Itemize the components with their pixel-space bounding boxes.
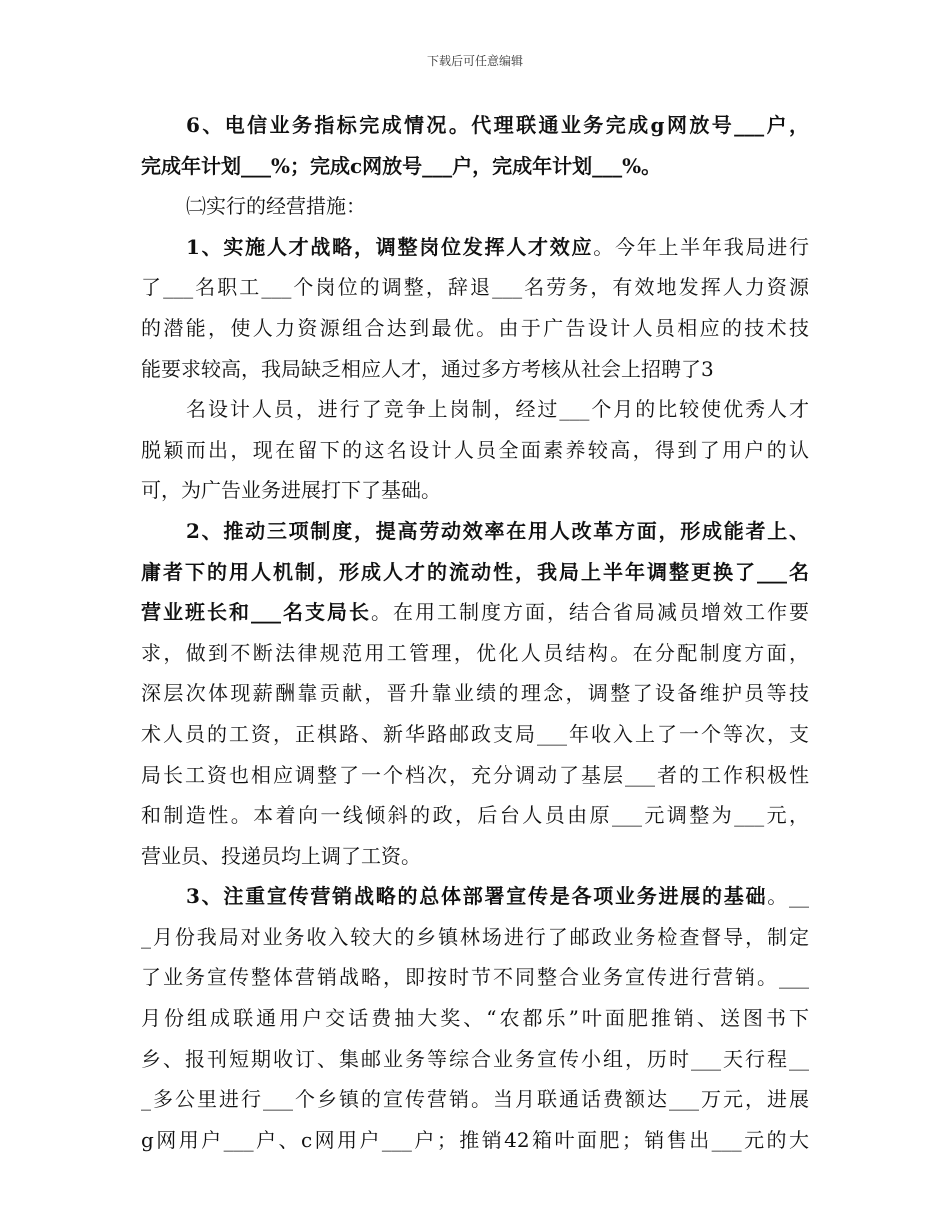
text-segment: 月份组成联通用户交话费抽大奖、“农都乐”叶面肥推销、送图书下 xyxy=(141,1006,809,1031)
text-line xyxy=(141,795,809,836)
text-segment: ㈡实行的经营措施： xyxy=(186,194,366,219)
text-segment: g网用户___户、c网用户___户；推销42箱叶面肥；销售出___元的大 xyxy=(141,1127,809,1152)
text-line xyxy=(141,267,809,308)
text-line xyxy=(141,998,809,1039)
page-header: 下载后可任意编辑 xyxy=(426,54,523,68)
text-line xyxy=(141,105,809,146)
text-line xyxy=(141,633,809,674)
text-segment: 庸者下的用人机制，形成人才的流动性，我局上半年调整更换了___名 xyxy=(141,559,809,584)
text-line xyxy=(141,552,809,593)
text-segment: 局长工资也相应调整了一个档次，充分调动了基层___者的工作积极性 xyxy=(141,762,809,787)
text-line xyxy=(141,470,809,511)
text-segment: 名设计人员，进行了竞争上岗制，经过___个月的比较使优秀人才 xyxy=(186,397,809,422)
text-segment: 完成年计划___%；完成c网放号___户，完成年计划___%。 xyxy=(141,153,662,178)
text-line xyxy=(141,349,809,390)
text-segment: 和制造性。本着向一线倾斜的政，后台人员由原___元调整为___元， xyxy=(141,803,809,828)
text-segment: 营业员、投递员均上调了工资。 xyxy=(141,843,421,868)
text-segment: 2、推动三项制度，提高劳动效率在用人改革方面，形成能者上、 xyxy=(186,518,809,543)
text-line xyxy=(141,1120,809,1161)
text-line xyxy=(141,389,809,430)
text-line xyxy=(141,714,809,755)
text-segment: 1、实施人才战略，调整岗位发挥人才效应 xyxy=(186,234,594,259)
text-segment: 的潜能，使人力资源组合达到最优。由于广告设计人员相应的技术技 xyxy=(141,315,809,340)
text-segment: _月份我局对业务收入较大的乡镇林场进行了邮政业务检查督导，制定 xyxy=(141,924,809,949)
text-segment: 营业班长和___名支局长 xyxy=(141,600,371,625)
text-segment: 3、注重宣传营销战略的总体部署宣传是各项业务进展的基础 xyxy=(186,884,768,909)
text-line xyxy=(141,227,809,268)
text-line xyxy=(141,308,809,349)
text-line xyxy=(141,876,809,917)
text-segment: 求，做到不断法律规范用工管理，优化人员结构。在分配制度方面， xyxy=(141,640,809,665)
text-segment: 乡、报刊短期收订、集邮业务等综合业务宣传小组，历时___天行程__ xyxy=(141,1046,809,1071)
text-line xyxy=(141,917,809,958)
text-segment: 。__ xyxy=(767,884,809,909)
text-segment: 。今年上半年我局进行 xyxy=(593,234,809,259)
text-line xyxy=(141,1039,809,1080)
text-segment: 6、电信业务指标完成情况。代理联通业务完成g网放号___户， xyxy=(186,113,809,137)
text-line xyxy=(141,673,809,714)
text-line xyxy=(141,836,809,877)
text-segment: 了业务宣传整体营销战略，即按时节不同整合业务宣传进行营销。___ xyxy=(141,965,809,990)
text-segment: 。在用工制度方面，结合省局减员增效工作要 xyxy=(371,600,809,625)
text-segment: 了___名职工___个岗位的调整，辞退___名劳务，有效地发挥人力资源 xyxy=(141,275,809,300)
text-segment: 脱颖而出，现在留下的这名设计人员全面素养较高，得到了用户的认 xyxy=(141,437,809,462)
text-segment: _多公里进行___个乡镇的宣传营销。当月联通话费额达___万元，进展 xyxy=(141,1087,809,1112)
text-segment: 深层次体现薪酬靠贡献，晋升靠业绩的理念，调整了设备维护员等技 xyxy=(141,681,809,706)
text-segment: 术人员的工资，正棋路、新华路邮政支局___年收入上了一个等次，支 xyxy=(141,721,809,746)
text-line xyxy=(141,511,809,552)
text-line xyxy=(141,186,809,227)
text-line xyxy=(141,1079,809,1120)
text-line xyxy=(141,430,809,471)
text-line xyxy=(141,957,809,998)
text-line xyxy=(141,146,809,187)
text-segment: 可，为广告业务进展打下了基础。 xyxy=(141,478,441,503)
text-line xyxy=(141,592,809,633)
text-segment: 能要求较高，我局缺乏相应人才，通过多方考核从社会上招聘了3 xyxy=(141,356,714,381)
text-line xyxy=(141,755,809,796)
document-body xyxy=(141,105,809,1160)
